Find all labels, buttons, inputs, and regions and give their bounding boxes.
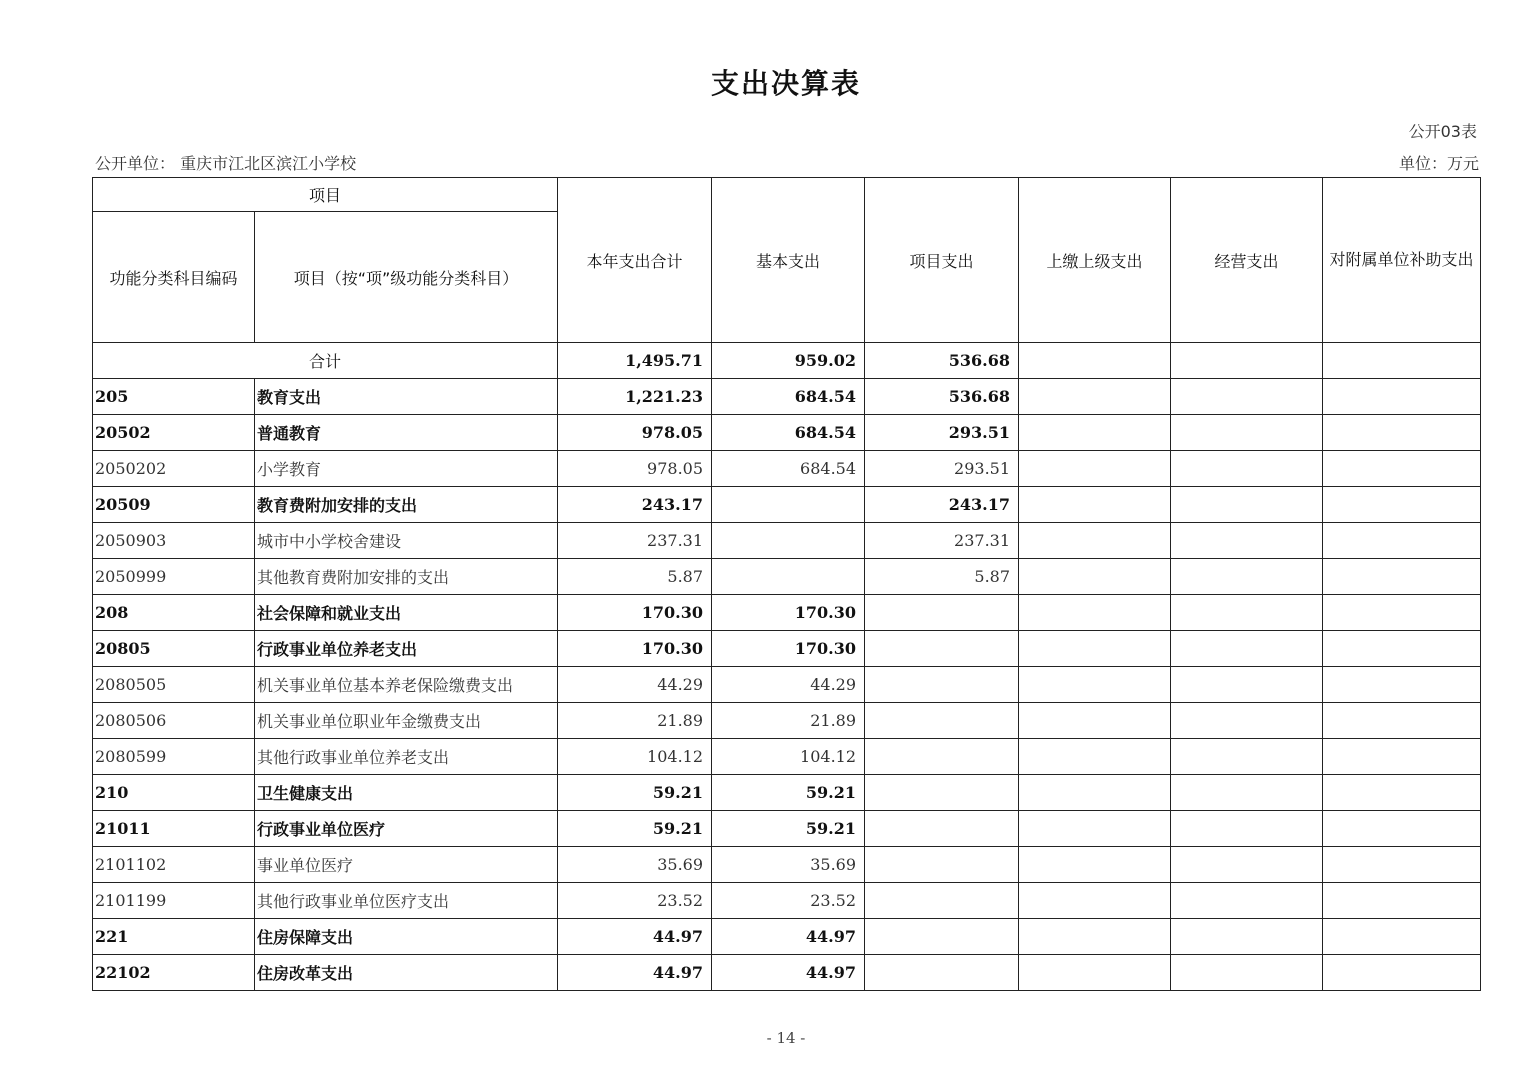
row-business: [1171, 739, 1323, 775]
row-business: [1171, 775, 1323, 811]
row-total: 44.97: [558, 919, 712, 955]
row-upper: [1019, 847, 1171, 883]
row-code: 210: [93, 775, 255, 811]
row-business: [1171, 955, 1323, 991]
row-total: 243.17: [558, 487, 712, 523]
row-upper: [1019, 703, 1171, 739]
total-basic: 959.02: [712, 343, 865, 379]
row-subsidy: [1323, 631, 1481, 667]
row-project: 243.17: [865, 487, 1019, 523]
row-name: 机关事业单位职业年金缴费支出: [255, 703, 558, 739]
row-total: 59.21: [558, 775, 712, 811]
row-basic: 59.21: [712, 811, 865, 847]
table-row: [93, 487, 1481, 523]
row-subsidy: [1323, 739, 1481, 775]
row-business: [1171, 811, 1323, 847]
row-upper: [1019, 955, 1171, 991]
row-upper: [1019, 559, 1171, 595]
row-project: [865, 703, 1019, 739]
row-project: 5.87: [865, 559, 1019, 595]
table-row: [93, 811, 1481, 847]
table-row: [93, 559, 1481, 595]
expenditure-table: [92, 177, 1481, 991]
row-basic: 684.54: [712, 451, 865, 487]
row-subsidy: [1323, 955, 1481, 991]
row-business: [1171, 451, 1323, 487]
row-basic: [712, 487, 865, 523]
header-upper: 上缴上级支出: [1019, 178, 1171, 343]
row-subsidy: [1323, 451, 1481, 487]
row-name: 教育支出: [255, 379, 558, 415]
row-name: 住房改革支出: [255, 955, 558, 991]
table-row: [93, 631, 1481, 667]
row-project: [865, 919, 1019, 955]
row-code: 2050999: [93, 559, 255, 595]
row-basic: 59.21: [712, 775, 865, 811]
row-name: 行政事业单位养老支出: [255, 631, 558, 667]
row-code: 205: [93, 379, 255, 415]
row-basic: 44.29: [712, 667, 865, 703]
row-project: [865, 883, 1019, 919]
row-total: 23.52: [558, 883, 712, 919]
row-business: [1171, 883, 1323, 919]
row-code: 2080505: [93, 667, 255, 703]
row-project: [865, 811, 1019, 847]
row-name: 住房保障支出: [255, 919, 558, 955]
row-total: 44.29: [558, 667, 712, 703]
row-project: [865, 847, 1019, 883]
row-project: [865, 775, 1019, 811]
row-project: [865, 631, 1019, 667]
row-subsidy: [1323, 847, 1481, 883]
row-basic: 170.30: [712, 595, 865, 631]
row-code: 2080506: [93, 703, 255, 739]
row-total: 170.30: [558, 595, 712, 631]
row-basic: [712, 559, 865, 595]
row-upper: [1019, 379, 1171, 415]
header-total: 本年支出合计: [558, 178, 712, 343]
row-upper: [1019, 739, 1171, 775]
table-row: [93, 955, 1481, 991]
table-row: [93, 883, 1481, 919]
total-upper: [1019, 343, 1171, 379]
row-total: 21.89: [558, 703, 712, 739]
row-upper: [1019, 523, 1171, 559]
row-total: 170.30: [558, 631, 712, 667]
row-basic: 684.54: [712, 379, 865, 415]
row-upper: [1019, 631, 1171, 667]
row-name: 机关事业单位基本养老保险缴费支出: [255, 667, 558, 703]
row-subsidy: [1323, 703, 1481, 739]
row-code: 2080599: [93, 739, 255, 775]
row-code: 221: [93, 919, 255, 955]
row-project: [865, 595, 1019, 631]
row-code: 20805: [93, 631, 255, 667]
row-subsidy: [1323, 523, 1481, 559]
row-total: 59.21: [558, 811, 712, 847]
row-subsidy: [1323, 379, 1481, 415]
row-basic: 44.97: [712, 919, 865, 955]
row-name: 城市中小学校舍建设: [255, 523, 558, 559]
header-business: 经营支出: [1171, 178, 1323, 343]
table-row: [93, 595, 1481, 631]
row-subsidy: [1323, 919, 1481, 955]
row-name: 其他教育费附加安排的支出: [255, 559, 558, 595]
row-project: [865, 955, 1019, 991]
total-subsidy: [1323, 343, 1481, 379]
row-basic: 170.30: [712, 631, 865, 667]
table-row: [93, 919, 1481, 955]
page-title: 支出决算表: [710, 67, 861, 100]
row-code: 208: [93, 595, 255, 631]
row-business: [1171, 595, 1323, 631]
row-subsidy: [1323, 883, 1481, 919]
row-basic: 23.52: [712, 883, 865, 919]
row-business: [1171, 919, 1323, 955]
form-number: 公开03表: [1408, 122, 1477, 141]
row-total: 35.69: [558, 847, 712, 883]
row-business: [1171, 631, 1323, 667]
header-project: 项目支出: [865, 178, 1019, 343]
row-subsidy: [1323, 415, 1481, 451]
row-subsidy: [1323, 595, 1481, 631]
total-row: [93, 343, 1481, 379]
table-row: [93, 379, 1481, 415]
header-name: 项目（按“项”级功能分类科目）: [255, 212, 558, 343]
page-number: - 14 -: [766, 1029, 806, 1047]
row-upper: [1019, 415, 1171, 451]
org-label: 公开单位：: [95, 154, 176, 173]
header-code: 功能分类科目编码: [93, 212, 255, 343]
row-subsidy: [1323, 775, 1481, 811]
row-project: 293.51: [865, 415, 1019, 451]
table-row: [93, 451, 1481, 487]
table-row: [93, 667, 1481, 703]
total-amount: 1,495.71: [558, 343, 712, 379]
row-business: [1171, 703, 1323, 739]
row-upper: [1019, 595, 1171, 631]
row-name: 社会保障和就业支出: [255, 595, 558, 631]
row-total: 104.12: [558, 739, 712, 775]
table-row: [93, 847, 1481, 883]
row-code: 21011: [93, 811, 255, 847]
row-basic: 44.97: [712, 955, 865, 991]
row-basic: 35.69: [712, 847, 865, 883]
row-basic: 684.54: [712, 415, 865, 451]
row-project: 293.51: [865, 451, 1019, 487]
row-total: 237.31: [558, 523, 712, 559]
row-project: [865, 739, 1019, 775]
row-basic: 21.89: [712, 703, 865, 739]
row-project: 536.68: [865, 379, 1019, 415]
row-code: 22102: [93, 955, 255, 991]
row-business: [1171, 415, 1323, 451]
row-code: 2050903: [93, 523, 255, 559]
row-upper: [1019, 811, 1171, 847]
total-business: [1171, 343, 1323, 379]
row-code: 2101102: [93, 847, 255, 883]
row-name: 事业单位医疗: [255, 847, 558, 883]
row-total: 44.97: [558, 955, 712, 991]
table-row: [93, 739, 1481, 775]
row-subsidy: [1323, 667, 1481, 703]
row-upper: [1019, 883, 1171, 919]
header-group-item: 项目: [93, 178, 558, 212]
row-total: 978.05: [558, 415, 712, 451]
row-name: 小学教育: [255, 451, 558, 487]
row-business: [1171, 487, 1323, 523]
org-name: 重庆市江北区滨江小学校: [180, 154, 357, 173]
row-name: 教育费附加安排的支出: [255, 487, 558, 523]
row-code: 2101199: [93, 883, 255, 919]
table-row: [93, 415, 1481, 451]
row-subsidy: [1323, 811, 1481, 847]
row-business: [1171, 379, 1323, 415]
header-basic: 基本支出: [712, 178, 865, 343]
row-code: 20502: [93, 415, 255, 451]
row-project: 237.31: [865, 523, 1019, 559]
row-code: 2050202: [93, 451, 255, 487]
table-row: [93, 523, 1481, 559]
row-upper: [1019, 667, 1171, 703]
row-subsidy: [1323, 487, 1481, 523]
row-upper: [1019, 487, 1171, 523]
row-name: 其他行政事业单位养老支出: [255, 739, 558, 775]
row-basic: 104.12: [712, 739, 865, 775]
currency-unit: 单位：万元: [1398, 154, 1479, 173]
row-business: [1171, 667, 1323, 703]
row-upper: [1019, 919, 1171, 955]
row-business: [1171, 559, 1323, 595]
table-row: [93, 775, 1481, 811]
row-upper: [1019, 775, 1171, 811]
row-upper: [1019, 451, 1171, 487]
row-code: 20509: [93, 487, 255, 523]
org-info: [95, 151, 356, 174]
row-total: 1,221.23: [558, 379, 712, 415]
total-label: 合计: [93, 343, 558, 379]
row-business: [1171, 523, 1323, 559]
row-name: 其他行政事业单位医疗支出: [255, 883, 558, 919]
row-name: 普通教育: [255, 415, 558, 451]
table-row: [93, 703, 1481, 739]
header-subsidy: 对附属单位补助支出: [1323, 178, 1481, 343]
row-total: 5.87: [558, 559, 712, 595]
row-project: [865, 667, 1019, 703]
row-subsidy: [1323, 559, 1481, 595]
row-name: 卫生健康支出: [255, 775, 558, 811]
row-basic: [712, 523, 865, 559]
row-name: 行政事业单位医疗: [255, 811, 558, 847]
row-total: 978.05: [558, 451, 712, 487]
row-business: [1171, 847, 1323, 883]
total-project: 536.68: [865, 343, 1019, 379]
